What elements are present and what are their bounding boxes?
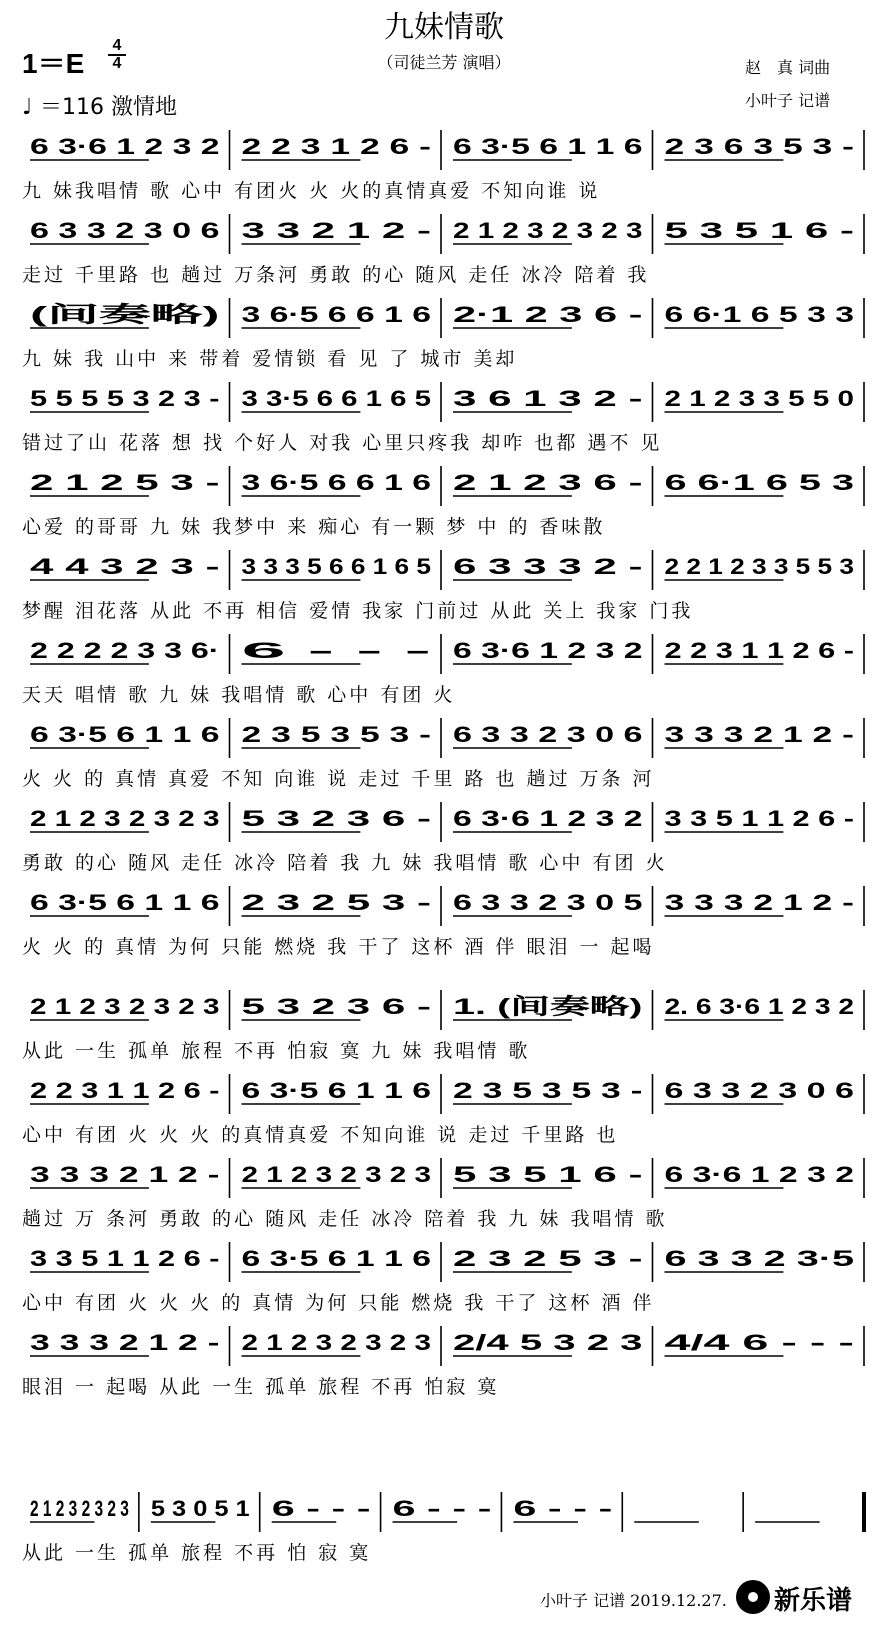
measure: 2 1 2 3 2 3 2 3 [453, 218, 643, 243]
measure: 2/4 5 3 2 3 [453, 1330, 643, 1355]
measure: 5 3 5 1 6 - [453, 1162, 643, 1187]
measure: 2 1 2 3 6 - [453, 470, 643, 495]
measure: 1. (间奏略) [453, 994, 643, 1019]
quarter-note-icon: ♩ [22, 95, 33, 120]
measure: 3 3 3 5 6 6 1 6 5 [241, 554, 431, 579]
measure: 3 6 1 3 2 - [453, 386, 643, 411]
lyric-row: 火 火 的 真情 真爱 不知 向谁 说 走过 千里 路 也 趟过 万条 河 [22, 768, 655, 790]
measure: 5 3 2 3 6 - [241, 806, 431, 831]
lyric-row: 心爱 的哥哥 九 妹 我梦中 来 痴心 有一颗 梦 中 的 香味散 [22, 516, 606, 538]
key-signature: 1＝E [22, 48, 85, 79]
measure: 6 6·1 6 5 3 3 [664, 302, 854, 327]
measure: 6 3·5 6 1 1 6 [30, 890, 220, 915]
measure: 5 3 5 1 6 - [664, 218, 854, 243]
measure: 6 3 3 2 3 0 6 [664, 1078, 854, 1103]
credit-composer: 赵 真 词曲 [745, 58, 831, 77]
measure: 6 3 3 3 2 - [453, 554, 643, 579]
measure: 5 5 5 5 3 2 3 - [30, 386, 220, 411]
measure: 4/4 6 - - - [664, 1330, 854, 1355]
measure: 2 2 1 2 3 3 5 5 3 [664, 554, 854, 579]
notation-row [22, 466, 868, 510]
measure: 2 1 2 5 3 - [30, 470, 220, 495]
tempo-marking [22, 90, 177, 121]
notation-row [22, 214, 868, 258]
measure: 6 3 3 2 3 0 6 [30, 218, 220, 243]
measure: 2 2 3 1 1 2 6 - [30, 1078, 220, 1103]
measure: (间奏略) [30, 302, 220, 327]
notation-row [22, 802, 868, 846]
lyric-row: 从此 一生 孤单 旅程 不再 怕 寂 寞 [22, 1542, 372, 1564]
singer-subtitle: （司徒兰芳 演唱） [377, 53, 511, 72]
measure: 6 3 3 2 3·5 [664, 1246, 854, 1271]
measure: 6 6·1 6 5 3 [664, 470, 854, 495]
notation-row [22, 298, 868, 342]
notation-row [22, 1074, 868, 1118]
notation-row [22, 1158, 868, 1202]
lyric-row: 走过 千里路 也 趟过 万条河 勇敢 的心 随风 走任 冰冷 陪着 我 [22, 264, 650, 286]
measure: 6 3·5 6 1 1 6 [241, 1246, 431, 1271]
measure: 3 3 5 1 1 2 6 - [664, 806, 854, 831]
lyric-row: 天天 唱情 歌 九 妹 我唱情 歌 心中 有团 火 [22, 684, 456, 706]
page-title: 九妹情歌 [384, 10, 504, 45]
measure: 6 3·6 1 2 3 2 [453, 806, 643, 831]
notation-svg [22, 298, 868, 342]
notation-svg [22, 1492, 868, 1536]
notation-row [22, 990, 868, 1034]
measure: 3 3 3 2 1 2 - [30, 1162, 220, 1187]
measure: 6 - - - [271, 1496, 371, 1521]
notation-svg [22, 130, 868, 174]
time-top: 4 [112, 37, 122, 54]
measure: 3 3 3 2 1 2 - [664, 890, 854, 915]
transcription-footer: 小叶子 记谱 2019.12.27. [540, 1591, 727, 1610]
measure: 2 2 2 2 3 3 6· [30, 638, 220, 663]
measure: 3 3 3 2 1 2 - [664, 722, 854, 747]
notation-svg [22, 466, 868, 510]
notation-svg [22, 1326, 868, 1370]
measure: 2 2 3 1 2 6 - [241, 134, 431, 159]
measure: 2 3 2 5 3 - [453, 1246, 643, 1271]
lyric-row: 眼泪 一 起喝 从此 一生 孤单 旅程 不再 怕寂 寞 [22, 1376, 500, 1398]
measure: 3 3 3 2 1 2 - [30, 1330, 220, 1355]
notation-row [22, 718, 868, 762]
measure: 6 3·6 1 2 3 2 [664, 1162, 854, 1187]
notation-svg [22, 886, 868, 930]
measure: 2 1 2 3 3 5 5 0 [664, 386, 854, 411]
measure: 6 3·5 6 1 1 6 [453, 134, 643, 159]
measure: 6 3 3 2 3 0 5 [453, 890, 643, 915]
measure: 6 3·5 6 1 1 6 [30, 722, 220, 747]
notation-row [22, 1492, 868, 1536]
time-bottom: 4 [112, 55, 122, 72]
disc-icon [736, 1580, 770, 1614]
measure: 2 3 2 5 3 - [241, 890, 431, 915]
measure: 2 3 5 3 5 3 - [453, 1078, 643, 1103]
notation-row [22, 1242, 868, 1286]
measure: 2·1 2 3 6 - [453, 302, 643, 327]
measure: 4 4 3 2 3 - [30, 554, 220, 579]
measure: 6 - - - [513, 1496, 613, 1521]
measure: 5 3 0 5 1 [150, 1496, 250, 1521]
notation-svg [22, 1074, 868, 1118]
credit-transcriber: 小叶子 记谱 [745, 91, 831, 110]
site-logo [736, 1578, 876, 1618]
notation-row [22, 1326, 868, 1370]
notation-svg [22, 634, 868, 678]
measure: 2 3 6 3 5 3 - [664, 134, 854, 159]
measure: 6 3·6 1 2 3 2 [30, 134, 220, 159]
tempo-text: ＝116 激情地 [40, 95, 177, 120]
notation-svg [22, 382, 868, 426]
lyric-row: 趟过 万 条河 勇敢 的心 随风 走任 冰冷 陪着 我 九 妹 我唱情 歌 [22, 1208, 668, 1230]
measure: 2 1 2 3 2 3 2 3 [30, 1496, 129, 1521]
measure: 2 2 3 1 1 2 6 - [664, 638, 854, 663]
notation-svg [22, 990, 868, 1034]
lyric-row: 错过了山 花落 想 找 个好人 对我 心里只疼我 却咋 也都 遇不 见 [22, 432, 663, 454]
measure: 5 3 2 3 6 - [241, 994, 431, 1019]
lyric-row: 火 火 的 真情 为何 只能 燃烧 我 干了 这杯 酒 伴 眼泪 一 起喝 [22, 936, 655, 958]
measure: 3 3·5 6 6 1 6 5 [241, 386, 431, 411]
notation-row [22, 886, 868, 930]
notation-row [22, 550, 868, 594]
measure: 3 3 5 1 1 2 6 - [30, 1246, 220, 1271]
notation-svg [22, 214, 868, 258]
measure: 6 - - - [241, 638, 431, 663]
measure: 6 - - - [392, 1496, 492, 1521]
lyric-row: 梦醒 泪花落 从此 不再 相信 爱情 我家 门前过 从此 关上 我家 门我 [22, 600, 694, 622]
lyric-row: 心中 有团 火 火 火 的 真情 为何 只能 燃烧 我 干了 这杯 酒 伴 [22, 1292, 655, 1314]
notation-svg [22, 1158, 868, 1202]
notation-svg [22, 1242, 868, 1286]
measure: 2 1 2 3 2 3 2 3 [241, 1162, 431, 1187]
measure: 2 1 2 3 2 3 2 3 [30, 806, 220, 831]
measure: 6 3·6 1 2 3 2 [453, 638, 643, 663]
measure: 6 3 3 2 3 0 6 [453, 722, 643, 747]
notation-svg [22, 718, 868, 762]
notation-row [22, 634, 868, 678]
notation-svg [22, 550, 868, 594]
measure: 3 6·5 6 6 1 6 [241, 470, 431, 495]
measure: 2 1 2 3 2 3 2 3 [241, 1330, 431, 1355]
notation-row [22, 130, 868, 174]
lyric-row: 心中 有团 火 火 火 的真情真爱 不知向谁 说 走过 千里路 也 [22, 1124, 619, 1146]
measure: 3 6·5 6 6 1 6 [241, 302, 431, 327]
notation-svg [22, 802, 868, 846]
logo-text: 新乐谱 [774, 1586, 853, 1616]
lyric-row: 九 妹我唱情 歌 心中 有团火 火 火的真情真爱 不知向谁 说 [22, 180, 601, 202]
time-signature [108, 38, 126, 72]
measure: 2 3 5 3 5 3 - [241, 722, 431, 747]
measure: 2 1 2 3 2 3 2 3 [30, 994, 220, 1019]
lyric-row: 九 妹 我 山中 来 带着 爱情锁 看 见 了 城市 美却 [22, 348, 518, 370]
lyric-row: 勇敢 的心 随风 走任 冰冷 陪着 我 九 妹 我唱情 歌 心中 有团 火 [22, 852, 668, 874]
measure: 3 3 2 1 2 - [241, 218, 431, 243]
lyric-row: 从此 一生 孤单 旅程 不再 怕寂 寞 九 妹 我唱情 歌 [22, 1040, 531, 1062]
notation-row [22, 382, 868, 426]
measure: 2. 6 3·6 1 2 3 2 [664, 994, 854, 1019]
measure: 6 3·5 6 1 1 6 [241, 1078, 431, 1103]
